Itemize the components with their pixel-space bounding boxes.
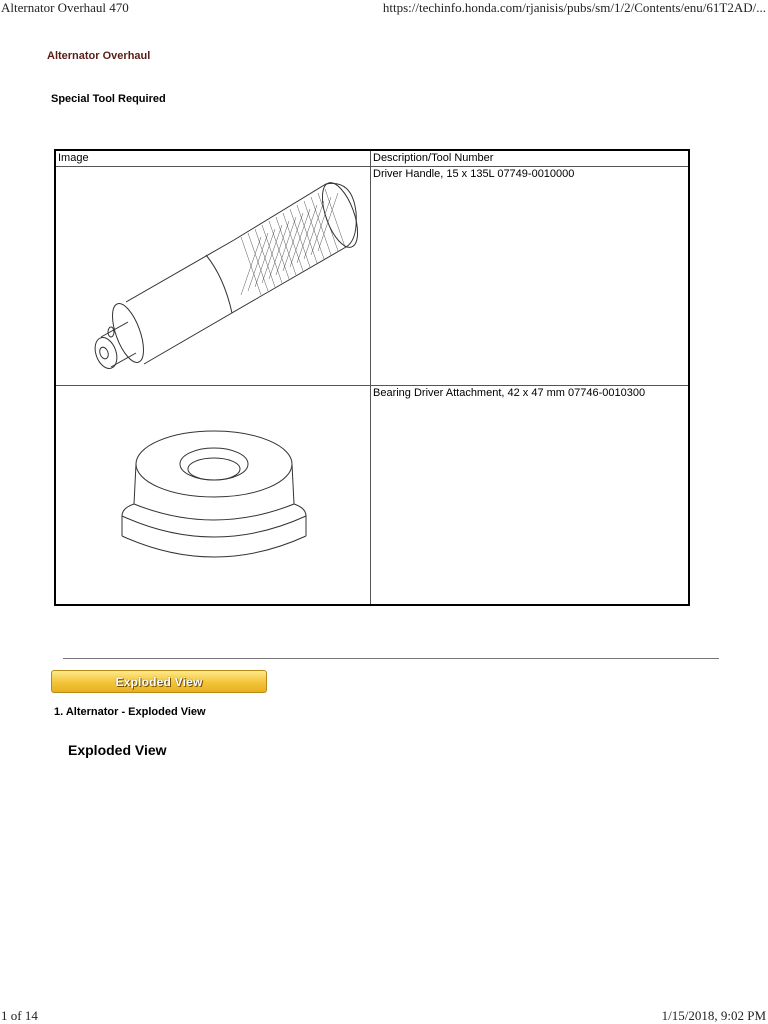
table-row	[55, 167, 689, 386]
step-item[interactable]	[54, 706, 206, 718]
table-header-row	[55, 150, 689, 167]
print-timestamp: 1/15/2018, 9:02 PM	[661, 1008, 766, 1023]
tool-description: Driver Handle, 15 x 135L 07749-0010000	[371, 167, 690, 386]
print-header-url: https://techinfo.honda.com/rjanisis/pubs/sm/1/2/Contents/enu/61T2AD/...	[382, 0, 766, 15]
column-header-image: Image	[55, 150, 371, 167]
special-tools-table	[54, 149, 690, 606]
print-header-title: Alternator Overhaul 470	[1, 0, 129, 15]
tool-image-cell	[55, 386, 371, 606]
step-number: 1.	[54, 706, 64, 718]
document-title: Alternator Overhaul	[47, 50, 151, 62]
special-tool-heading: Special Tool Required	[51, 93, 166, 105]
page-count: 1 of 14	[1, 1008, 38, 1023]
tool-image-cell	[55, 167, 371, 386]
section-divider	[63, 658, 719, 659]
step-link-text[interactable]: Alternator - Exploded View	[65, 706, 206, 718]
exploded-view-button[interactable]: Exploded View	[51, 670, 267, 693]
column-header-description: Description/Tool Number	[371, 150, 690, 167]
driver-handle-illustration	[56, 167, 370, 385]
table-row	[55, 386, 689, 606]
exploded-view-heading: Exploded View	[68, 742, 167, 758]
tool-description: Bearing Driver Attachment, 42 x 47 mm 07746-0010300	[371, 386, 690, 606]
bearing-driver-attachment-illustration	[56, 386, 370, 604]
